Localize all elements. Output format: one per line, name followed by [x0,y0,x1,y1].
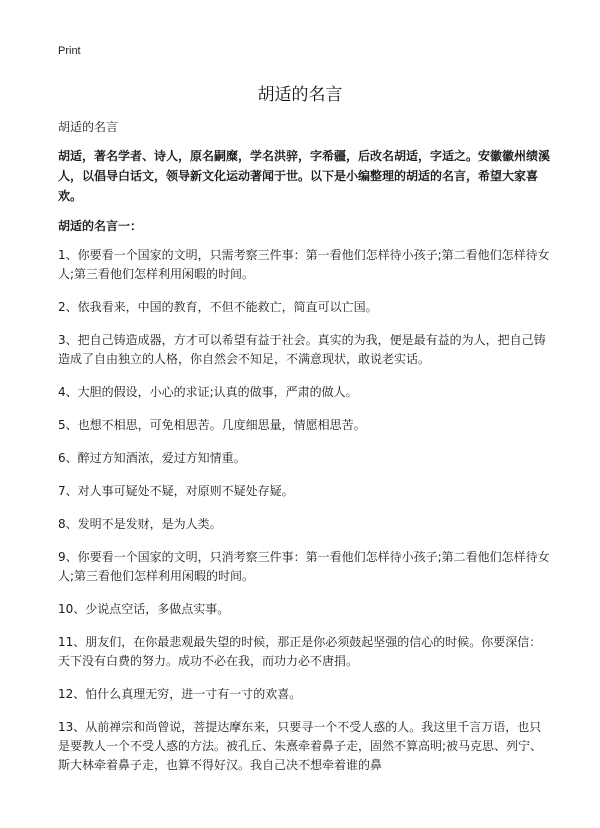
quote-item: 3、把自己铸造成器，方才可以希望有益于社会。真实的为我，便是最有益的为人，把自己铸造成了自由独立的人格，你自然会不知足，不满意现状，敢说老实话。 [58,333,546,366]
article-subtitle: 胡适的名言 [58,120,119,134]
quote-item: 11、朋友们，在你最悲观最失望的时候，那正是你必须鼓起坚强的信心的时候。你要深信：天下没有白费的努力。成功不必在我，而功力必不唐捐。 [58,635,542,668]
section-heading: 胡适的名言一： [58,219,143,233]
quote-item: 5、也想不相思，可免相思苦。几度细思量，情愿相思苦。 [58,418,366,432]
quote-item: 1、你要看一个国家的文明，只需考察三件事：第一看他们怎样待小孩子;第二看他们怎样待女人;第三看他们怎样利用闲暇的时间。 [58,248,550,281]
article-intro: 胡适，著名学者、诗人，原名嗣糜，学名洪骍，字希疆，后改名胡适，字适之。安徽徽州绩溪人，以倡导白话文，领导新文化运动著闻于世。以下是小编整理的胡适的名言，希望大家喜欢。 [58,149,551,203]
quote-item: 4、大胆的假设，小心的求证;认真的做事，严肃的做人。 [58,385,358,399]
quote-item: 12、怕什么真理无穷，进一寸有一寸的欢喜。 [58,687,302,701]
print-link[interactable]: Print [58,45,81,57]
quote-item: 9、你要看一个国家的文明，只消考察三件事：第一看他们怎样待小孩子;第二看他们怎样待女人;第三看他们怎样利用闲暇的时间。 [58,550,550,583]
quote-item: 2、依我看来，中国的教育，不但不能救亡，简直可以亡国。 [58,300,378,314]
page-title: 胡适的名言 [257,85,343,105]
article-body [58,118,550,789]
quote-list [58,246,550,775]
quote-item: 10、少说点空话，多做点实事。 [58,602,230,616]
quote-item: 8、发明不是发财，是为人类。 [58,517,222,531]
quote-item: 7、对人事可疑处不疑，对原则不疑处存疑。 [58,484,294,498]
quote-item: 13、从前禅宗和尚曾说，菩提达摩东来，只要寻一个不受人惑的人。我这里千言万语，也只是要教人一个不受人惑的方法。被孔丘、朱熹牵着鼻子走，固然不算高明;被马克思、列宁、斯大林牵着鼻子走，也算不得好汉。我自己决不想牵着谁的鼻 [58,720,543,772]
quote-item: 6、醉过方知酒浓，爱过方知情重。 [58,451,246,465]
